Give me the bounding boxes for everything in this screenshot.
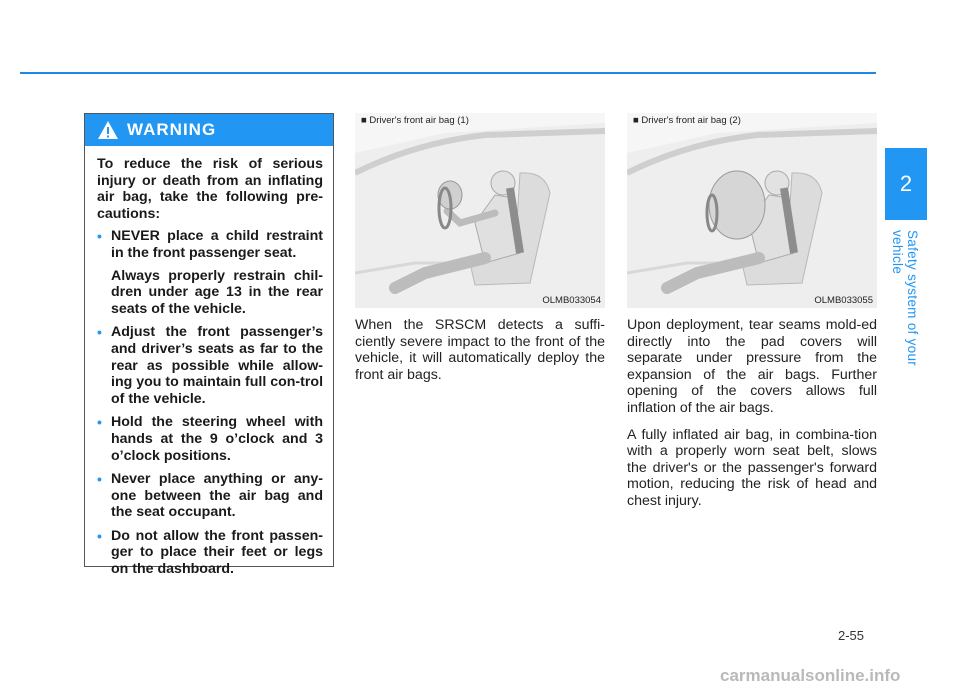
bullet-icon: • <box>97 527 102 544</box>
bullet-icon: • <box>97 471 102 488</box>
warning-item-text: Hold the steering wheel with hands at the 9 o’clock and 3 o’clock positions. <box>111 414 323 464</box>
figure-code: OLMB033054 <box>542 295 601 306</box>
bullet-icon: • <box>97 324 102 341</box>
figure-caption: ■ Driver's front air bag (2) <box>633 115 741 126</box>
body-paragraph: Upon deployment, tear seams mold-ed directly into the pad covers will separate under pressure from the expansion of the air bags. Further opening of the covers allows full inflation of the air bags. <box>627 317 877 416</box>
airbag-figure-1 <box>355 113 605 308</box>
chapter-title: Safety system of your vehicle <box>890 230 920 367</box>
warning-item <box>97 528 323 578</box>
warning-intro: To reduce the risk of serious injury or death from an inflating air bag, take the following pre-cautions: <box>97 156 323 222</box>
warning-item <box>97 228 323 317</box>
warning-body <box>85 146 333 578</box>
warning-item <box>97 414 323 464</box>
airbag-illustration-1 <box>355 113 605 308</box>
warning-list <box>97 228 323 577</box>
warning-item <box>97 324 323 407</box>
header-rule <box>20 72 876 74</box>
warning-item-text: NEVER place a child restraint in the front passenger seat. <box>111 228 323 261</box>
warning-triangle-icon <box>97 120 119 140</box>
warning-item-text: Never place anything or any-one between the air bag and the seat occupant. <box>111 471 323 521</box>
page-number: 2-55 <box>838 628 865 643</box>
body-paragraph: A fully inflated air bag, in combina-tion with a properly worn seat belt, slows the driver's or the passenger's forward motion, reducing the risk of head and chest injury. <box>627 426 877 509</box>
bullet-icon: • <box>97 228 102 245</box>
warning-item <box>97 471 323 521</box>
body-column-1 <box>355 317 605 393</box>
warning-item-text: Adjust the front passenger’s and driver’s seats as far to the rear as possible while allow-ing you to maintain full con-trol of the vehicle. <box>111 324 324 407</box>
watermark: carmanualsonline.info <box>720 666 901 685</box>
bullet-icon: • <box>97 414 102 431</box>
airbag-illustration-2 <box>627 113 877 308</box>
warning-header <box>85 114 333 146</box>
figure-caption: ■ Driver's front air bag (1) <box>361 115 469 126</box>
figure-code: OLMB033055 <box>814 295 873 306</box>
warning-item-text: Do not allow the front passen-ger to place their feet or legs on the dashboard. <box>111 527 323 578</box>
warning-title: WARNING <box>127 120 217 139</box>
warning-box <box>84 113 334 578</box>
body-column-2 <box>627 317 877 520</box>
chapter-number: 2 <box>899 171 913 196</box>
body-paragraph: When the SRSCM detects a suffi-ciently severe impact to the front of the vehicle, it will automatically deploy the front air bags. <box>355 317 605 383</box>
warning-item-subtext: Always properly restrain chil-dren under age 13 in the rear seats of the vehicle. <box>111 267 323 317</box>
chapter-tab[interactable] <box>885 148 927 220</box>
airbag-figure-2 <box>627 113 877 308</box>
